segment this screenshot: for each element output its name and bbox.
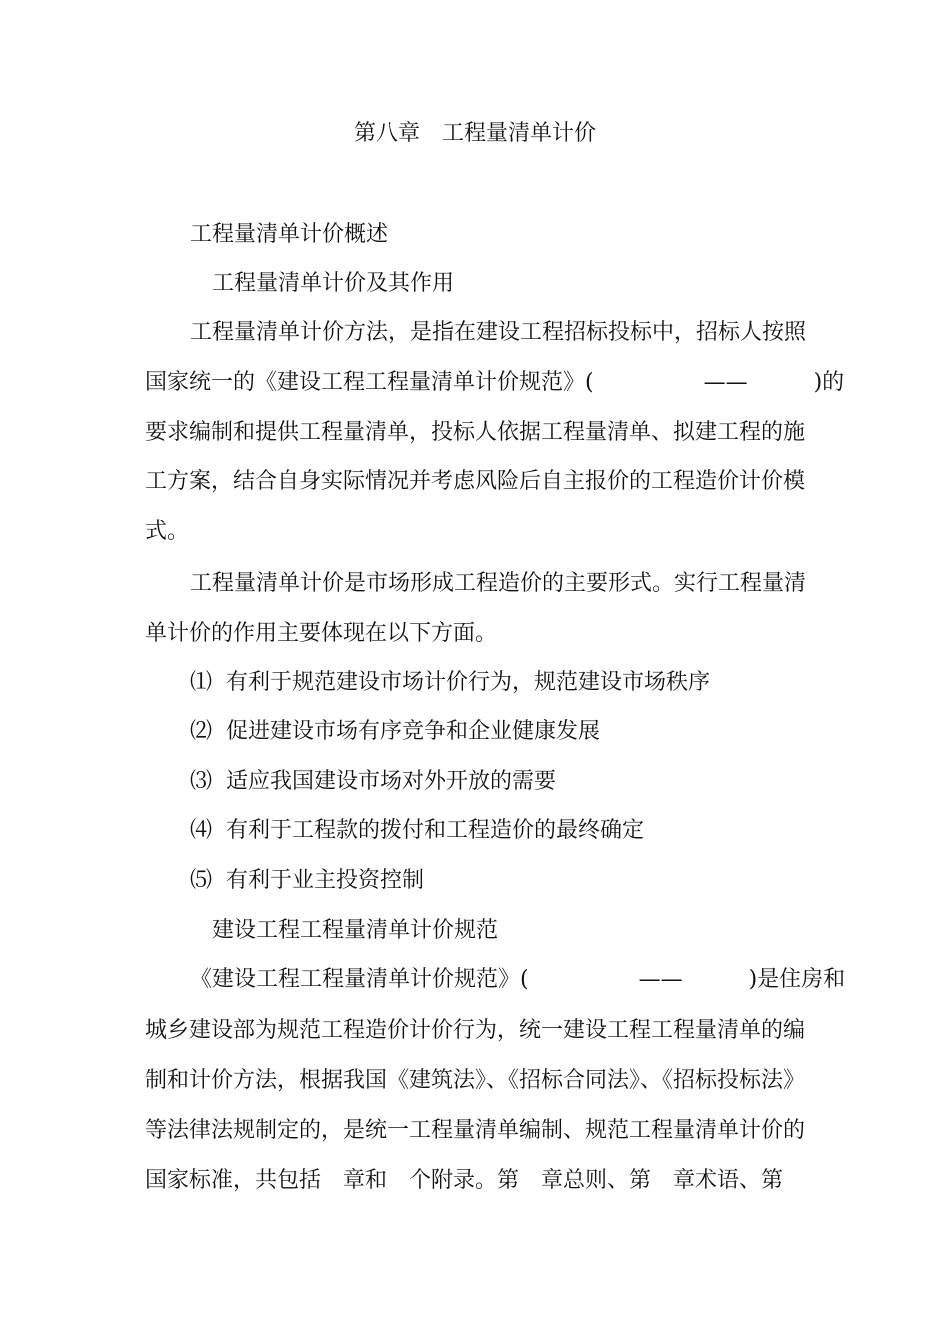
paragraph-line: 要求编制和提供工程量清单，投标人依据工程量清单、拟建工程的施 (145, 420, 806, 445)
list-item: ⑶ 适应我国建设市场对外开放的需要 (190, 769, 556, 794)
list-item: ⑴ 有利于规范建设市场计价行为，规范建设市场秩序 (190, 670, 710, 695)
list-item: ⑵ 促进建设市场有序竞争和企业健康发展 (190, 719, 600, 744)
paragraph-line: 工程量清单计价是市场形成工程造价的主要形式。实行工程量清 (190, 571, 807, 596)
paragraph-line: 式。 (145, 519, 190, 544)
list-item: ⑸ 有利于业主投资控制 (190, 868, 424, 893)
list-item: ⑷ 有利于工程款的拨付和工程造价的最终确定 (190, 818, 644, 843)
paragraph-line: 工程量清单计价方法，是指在建设工程招标投标中，招标人按照 (190, 320, 807, 345)
paragraph-line: 等法律法规制定的，是统一工程量清单编制、规范工程量清单计价的 (145, 1118, 806, 1143)
chapter-title: 第八章 工程量清单计价 (353, 121, 596, 146)
paragraph-line: 工方案，结合自身实际情况并考虑风险后自主报价的工程造价计价模 (145, 469, 806, 494)
paragraph-line: 国家标准，共包括 章和 个附录。第 章总则、第 章术语、第 (145, 1168, 784, 1193)
paragraph-line: 单计价的作用主要体现在以下方面。 (145, 621, 498, 646)
paragraph-line: 城乡建设部为规范工程造价计价行为，统一建设工程工程量清单的编 (145, 1018, 806, 1043)
paragraph-line: 国家统一的《建设工程工程量清单计价规范》( —— )的 (145, 370, 845, 395)
paragraph-line: 《建设工程工程量清单计价规范》( —— )是住房和 (190, 967, 846, 992)
section-heading: 工程量清单计价概述 (190, 222, 389, 247)
subsection-heading: 建设工程工程量清单计价规范 (212, 918, 499, 943)
subsection-heading: 工程量清单计价及其作用 (212, 271, 455, 296)
paragraph-line: 制和计价方法，根据我国《建筑法》、《招标合同法》、《招标投标法》 (145, 1068, 806, 1093)
